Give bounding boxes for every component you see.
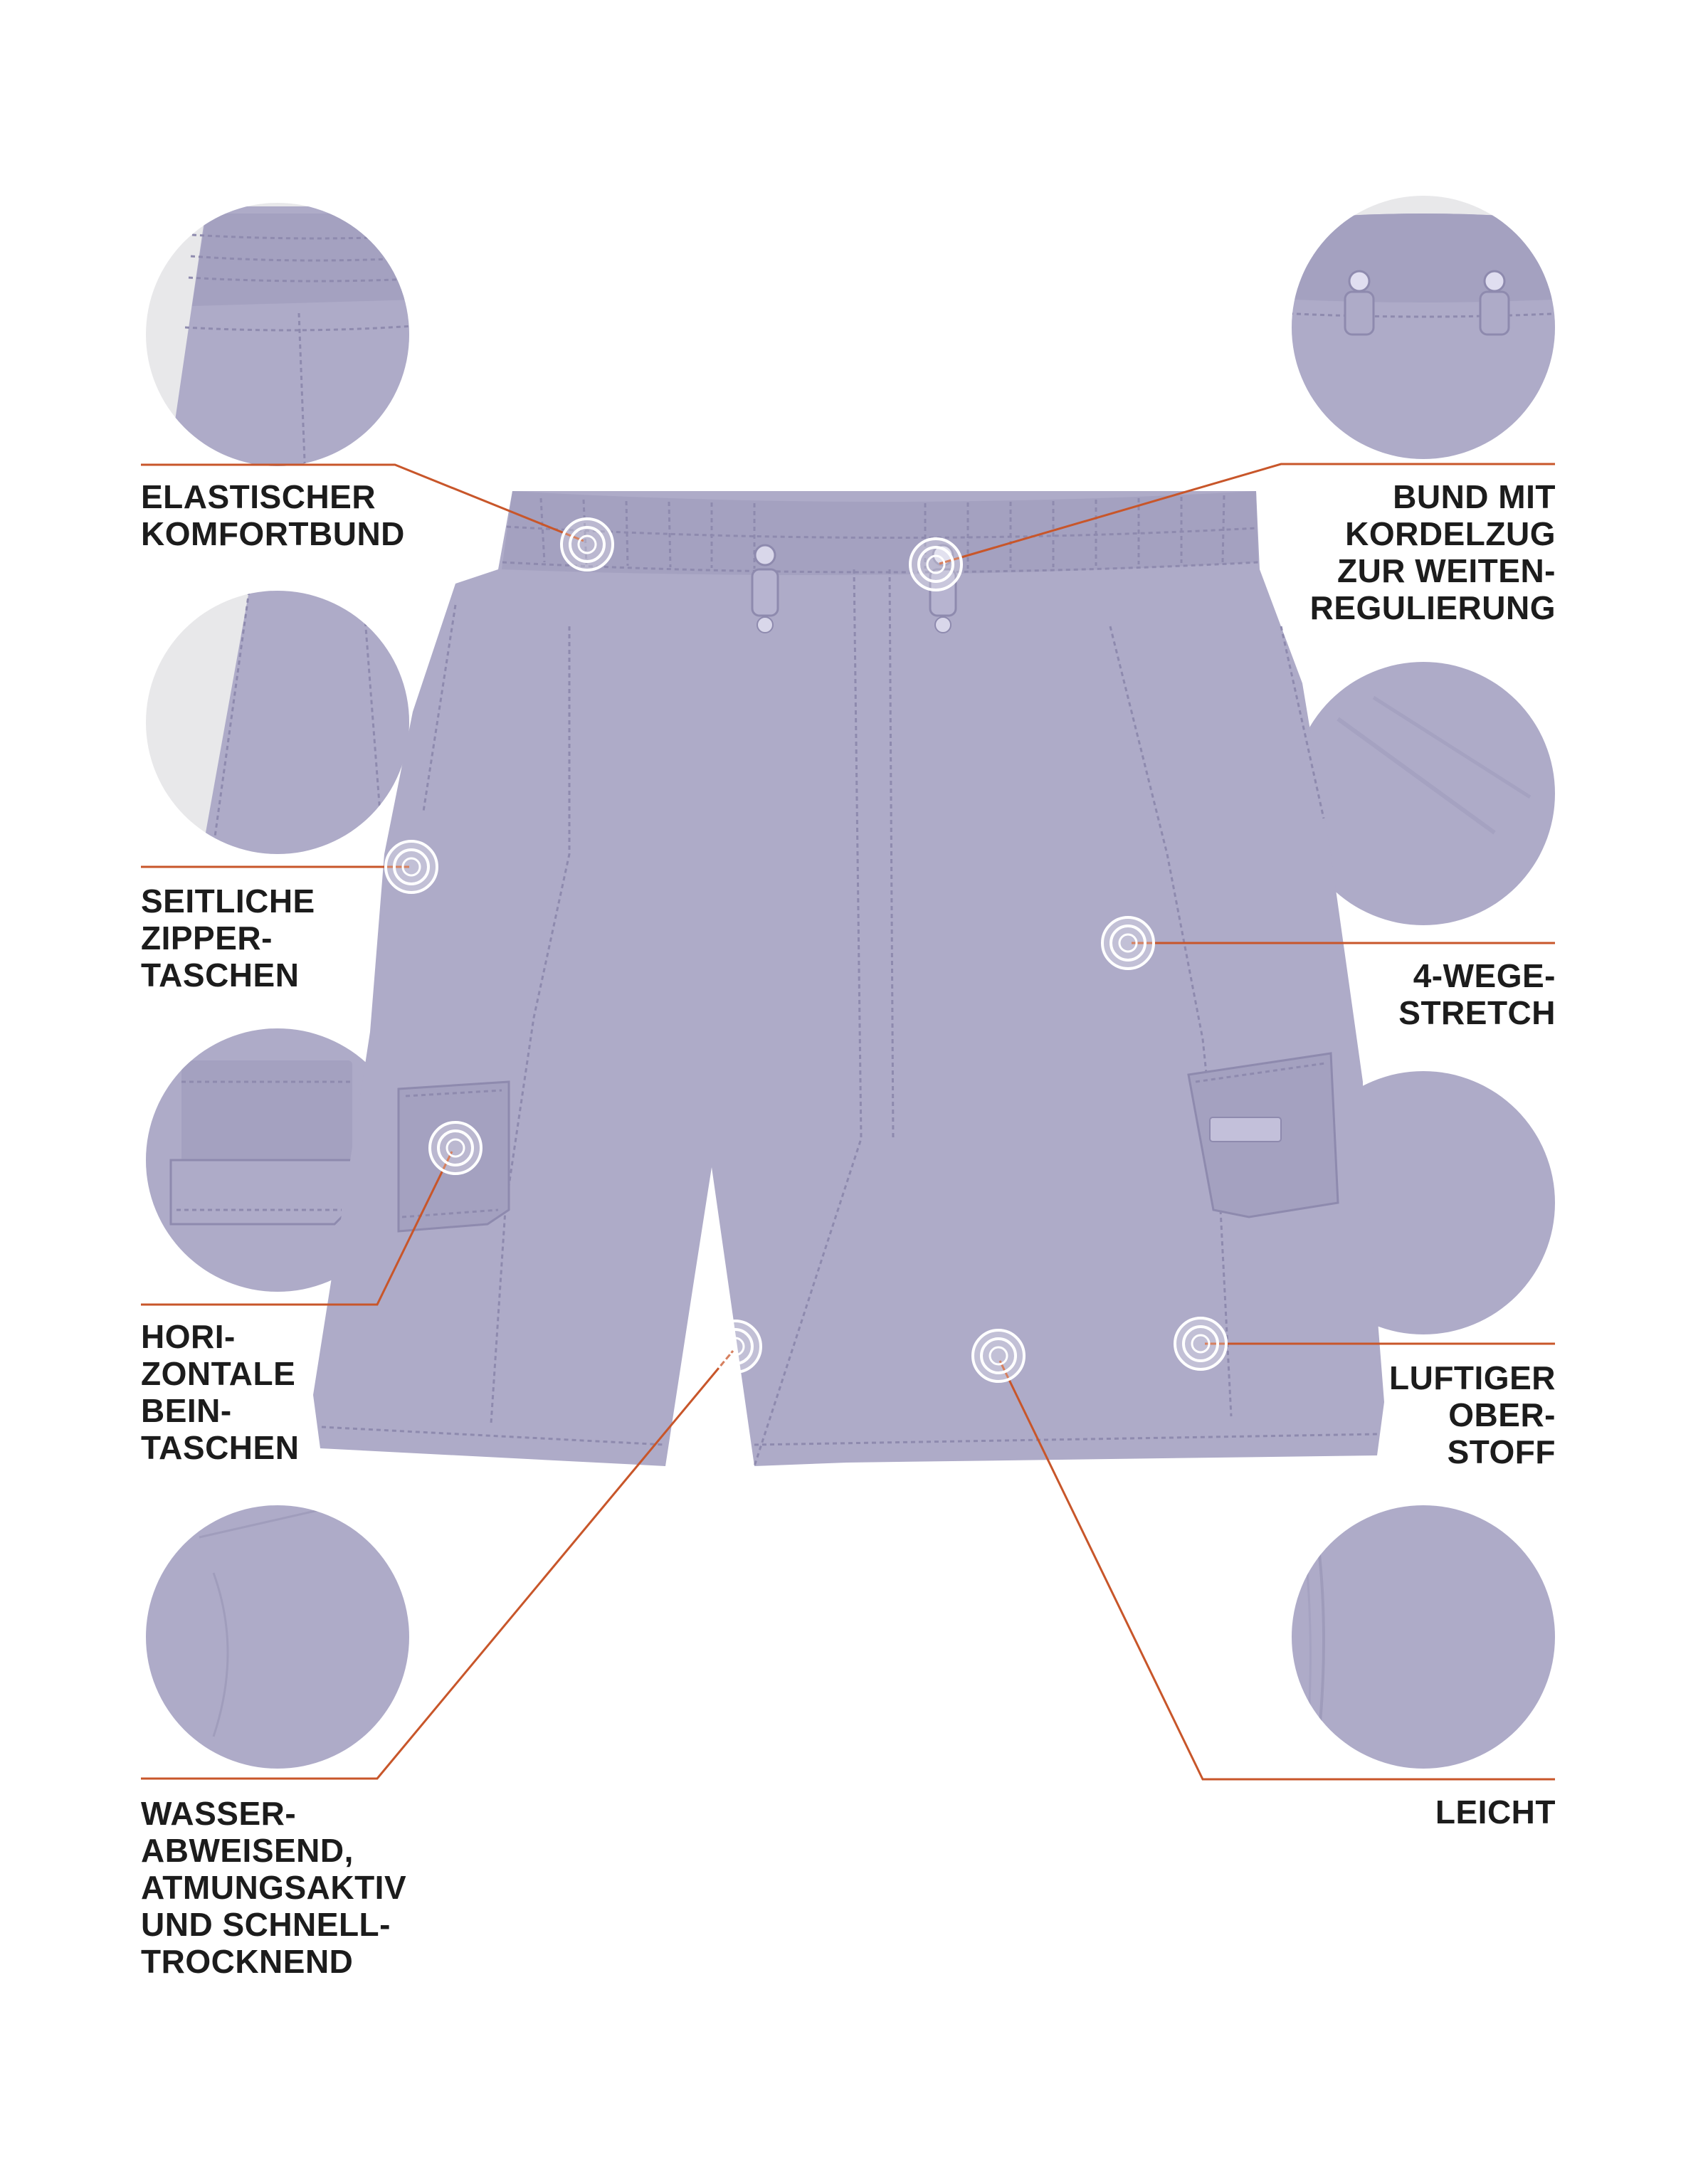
detail-drawcord — [1281, 196, 1566, 470]
marker-airy-fabric — [1175, 1318, 1226, 1369]
marker-lightweight — [973, 1330, 1024, 1381]
marker-four-way-stretch — [1102, 917, 1154, 969]
marker-side-zip-pockets — [386, 841, 437, 892]
feature-label-water-repellent: WASSER- ABWEISEND, ATMUNGSAKTIV UND SCHNELL- TROCKNEND — [141, 1795, 407, 1980]
feature-label-leg-pockets: HORI- ZONTALE BEIN- TASCHEN — [141, 1318, 300, 1466]
feature-label-side-zip-pockets: SEITLICHE ZIPPER- TASCHEN — [141, 883, 315, 994]
detail-fabric-texture — [146, 1502, 409, 1769]
feature-label-airy-fabric: LUFTIGER OBER- STOFF — [1389, 1359, 1556, 1470]
detail-elastic-waistband — [146, 203, 441, 498]
marker-drawcord — [910, 539, 961, 590]
marker-water-repellent — [710, 1321, 761, 1372]
detail-lightweight-fabric — [1292, 1505, 1555, 1769]
feature-label-four-way-stretch: 4-WEGE- STRETCH — [1398, 957, 1556, 1031]
feature-label-lightweight: LEICHT — [1435, 1794, 1556, 1831]
feature-label-drawcord: BUND MIT KORDELZUG ZUR WEITEN- REGULIERUNG — [1309, 478, 1556, 626]
shorts-product — [313, 491, 1384, 1466]
marker-elastic-waistband — [562, 519, 613, 570]
feature-label-elastic-waistband: ELASTISCHER KOMFORTBUND — [141, 478, 405, 552]
marker-leg-pockets — [430, 1122, 481, 1174]
